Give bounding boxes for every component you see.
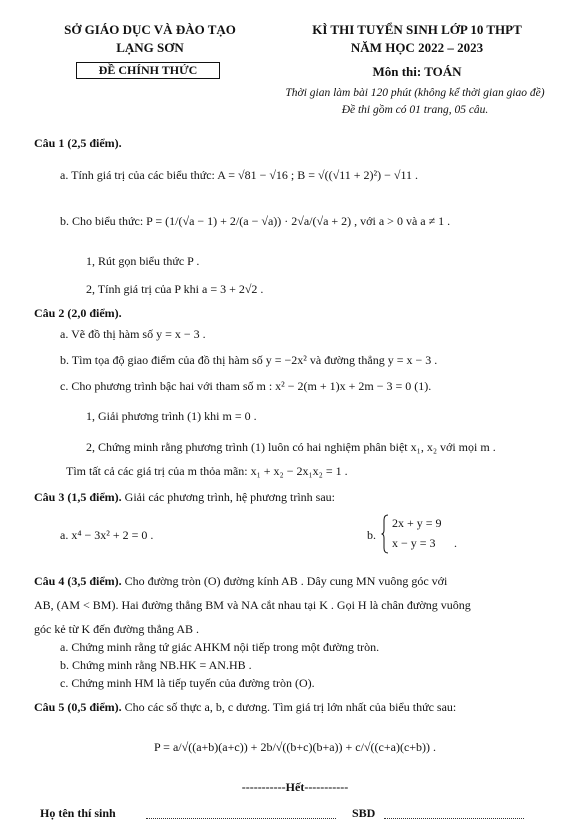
candidate-name-label: Họ tên thí sinh (40, 806, 116, 820)
q4-line2: AB, (AM < BM). Hai đường thẳng BM và NA cắt nhau tại K . Gọi H là chân đường vuông (34, 598, 471, 612)
exam-title: KÌ THI TUYỂN SINH LỚP 10 THPT (312, 22, 522, 37)
q5-intro: Cho các số thực a, b, c dương. Tìm giá trị lớn nhất của biểu thức sau: (121, 700, 457, 714)
q2-part-c: c. Cho phương trình bậc hai với tham số m : x² − 2(m + 1)x + 2m − 3 = 0 (1). (60, 379, 432, 393)
q4-title: Câu 4 (3,5 điểm). (34, 574, 122, 588)
q4-line1: Cho đường tròn (O) đường kính AB . Dây cung MN vuông góc với (121, 574, 448, 588)
q4-line3: góc kẻ từ K đến đường thẳng AB . (34, 622, 199, 636)
page-note: Đề thi gồm có 01 trang, 05 câu. (341, 104, 489, 116)
candidate-name-line (146, 818, 336, 819)
q3-system-eq1: 2x + y = 9 (392, 516, 442, 530)
q1-part-b: b. Cho biểu thức: P = (1/(√a − 1) + 2/(a − √a)) · 2√a/(√a + 2) , với a > 0 và a ≠ 1 . (60, 214, 451, 228)
q3-part-a: a. x⁴ − 3x² + 2 = 0 . (60, 528, 154, 542)
department-name: SỞ GIÁO DỤC VÀ ĐÀO TẠO (64, 22, 236, 37)
q2-part-b: b. Tìm tọa độ giao điểm của đồ thị hàm số y = −2x² và đường thẳng y = x − 3 . (60, 353, 438, 367)
q3-system-eq2: x − y = 3 (392, 536, 436, 550)
q3-heading (34, 490, 335, 505)
q3-part-b-label: b. (367, 528, 376, 542)
q1-part-b2: 2, Tính giá trị của P khi a = 3 + 2√2 . (86, 282, 264, 296)
q4-heading (34, 574, 447, 589)
q5-heading (34, 700, 456, 715)
q3-intro: Giải các phương trình, hệ phương trình sau: (121, 490, 335, 504)
q2-part-c3: Tìm tất cả các giá trị của m thỏa mãn: x₁ + x₂ − 2x₁x₂ = 1 . (66, 464, 348, 478)
q1-part-a: a. Tính giá trị của các biểu thức: A = √81 − √16 ; B = √((√11 + 2)²) − √11 . (60, 168, 419, 182)
q3-system-end: . (454, 536, 457, 550)
sbd-line (384, 818, 524, 819)
province-name: LẠNG SƠN (116, 40, 184, 55)
sbd-label: SBD (352, 806, 376, 820)
q4-part-b: b. Chứng minh rằng NB.HK = AN.HB . (60, 658, 252, 672)
q2-part-c1: 1, Giải phương trình (1) khi m = 0 . (86, 409, 257, 423)
q4-part-a: a. Chứng minh rằng tứ giác AHKM nội tiếp trong một đường tròn. (60, 640, 380, 654)
system-brace (381, 514, 389, 554)
end-mark: -----------Hết----------- (241, 780, 349, 794)
q2-title: Câu 2 (2,0 điểm). (34, 306, 122, 320)
q3-title: Câu 3 (1,5 điểm). (34, 490, 122, 504)
q1-part-b1: 1, Rút gọn biểu thức P . (86, 254, 200, 268)
subject-line: Môn thi: TOÁN (372, 64, 462, 79)
q2-part-a: a. Vẽ đồ thị hàm số y = x − 3 . (60, 327, 206, 341)
q1-title: Câu 1 (2,5 điểm). (34, 136, 122, 150)
q4-part-c: c. Chứng minh HM là tiếp tuyến của đường tròn (O). (60, 676, 315, 690)
school-year: NĂM HỌC 2022 – 2023 (350, 40, 484, 55)
q2-part-c2: 2, Chứng minh rằng phương trình (1) luôn có hai nghiệm phân biệt x₁, x₂ với mọi m . (86, 440, 496, 454)
official-exam-box: ĐỀ CHÍNH THỨC (76, 62, 220, 79)
time-note: Thời gian làm bài 120 phút (không kể thời gian giao đề) (285, 87, 545, 99)
q5-title: Câu 5 (0,5 điểm). (34, 700, 122, 714)
q5-formula: P = a/√((a+b)(a+c)) + 2b/√((b+c)(b+a)) + c/√((c+a)(c+b)) . (153, 740, 437, 754)
